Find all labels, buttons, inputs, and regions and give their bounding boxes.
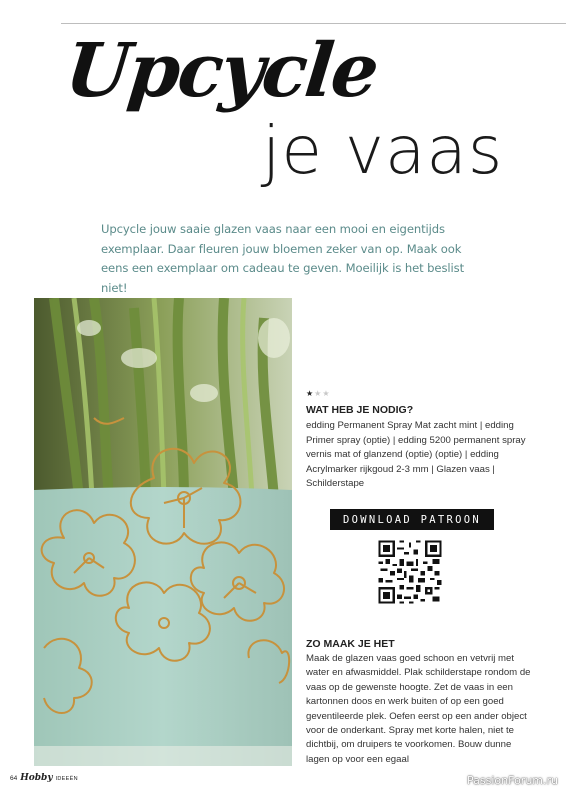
intro-paragraph: Upcycle jouw saaie glazen vaas naar een mooi en eigentijds exemplaar. Daar fleuren jouw bloemen zeker van op. Maak ook eens een exemplaar om cadeau te geven. Moeilijk is het beslist niet! xyxy=(101,222,465,295)
instructions-heading: ZO MAAK JE HET xyxy=(306,638,395,650)
star-filled-icon: ★ xyxy=(306,389,315,398)
vase-photo xyxy=(34,298,292,766)
magazine-brand: Hobby xyxy=(20,773,53,783)
instructions-text: Maak de glazen vaas goed schoon en vetvrij met water en afwasmiddel. Plak schilderstape rondom de vaas op de gewenste hoogte. Zet de vaas in een kartonnen doos en werk buiten of op een goed geventileerde plek. Oefen eerst op een ander object voor de onderkant. Spray met korte halen, niet te dichtbij, om druipers te voorkomen. Bouw dunne lagen op voor een egaal xyxy=(306,653,531,765)
magazine-brand-sub: IDEEËN xyxy=(55,776,78,782)
page-footer xyxy=(10,773,78,783)
materials-heading: WAT HEB JE NODIG? xyxy=(306,404,414,416)
top-rule xyxy=(61,23,566,24)
difficulty-rating xyxy=(306,390,331,398)
download-pattern-button[interactable]: DOWNLOAD PATROON xyxy=(330,509,494,530)
title-thin: je vaas xyxy=(262,112,504,189)
watermark: PassionForum.ru xyxy=(467,774,558,787)
qr-code[interactable] xyxy=(376,538,444,606)
star-empty-icon: ★ xyxy=(314,389,323,398)
star-empty-icon: ★ xyxy=(322,389,331,398)
page-number: 64 xyxy=(10,775,18,782)
materials-list: edding Permanent Spray Mat zacht mint | edding Primer spray (optie) | edding 5200 permanent spray vernis mat of glanzend (optie) (optie) | edding Acrylmarker rijkgoud 2-3 mm | Glazen vaas | Schilderstape xyxy=(306,420,526,490)
title-script: Upcycle xyxy=(61,28,382,114)
